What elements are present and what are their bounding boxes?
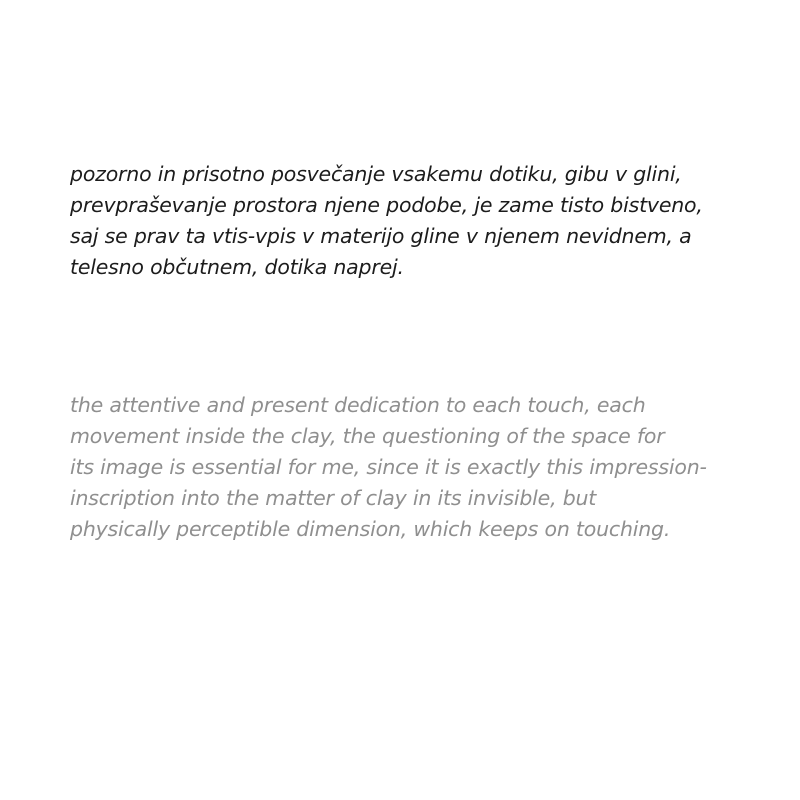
english-line: the attentive and present dedication to each touch, each [70,393,646,417]
english-line: its image is essential for me, since it is exactly this impression- [70,455,707,479]
slovene-line: saj se prav ta vtis-vpis v materijo gline v njenem nevidnem, a [70,224,692,248]
slovene-line: pozorno in prisotno posvečanje vsakemu dotiku, gibu v glini, [70,162,682,186]
english-line: inscription into the matter of clay in its invisible, but [70,486,597,510]
english-line: movement inside the clay, the questioning of the space for [70,424,665,448]
english-line: physically perceptible dimension, which keeps on touching. [70,517,671,541]
english-paragraph [70,390,770,545]
slovene-line: prevpraševanje prostora njene podobe, je zame tisto bistveno, [70,193,703,217]
slovene-line: telesno občutnem, dotika naprej. [70,255,404,279]
slovene-paragraph [70,159,770,283]
